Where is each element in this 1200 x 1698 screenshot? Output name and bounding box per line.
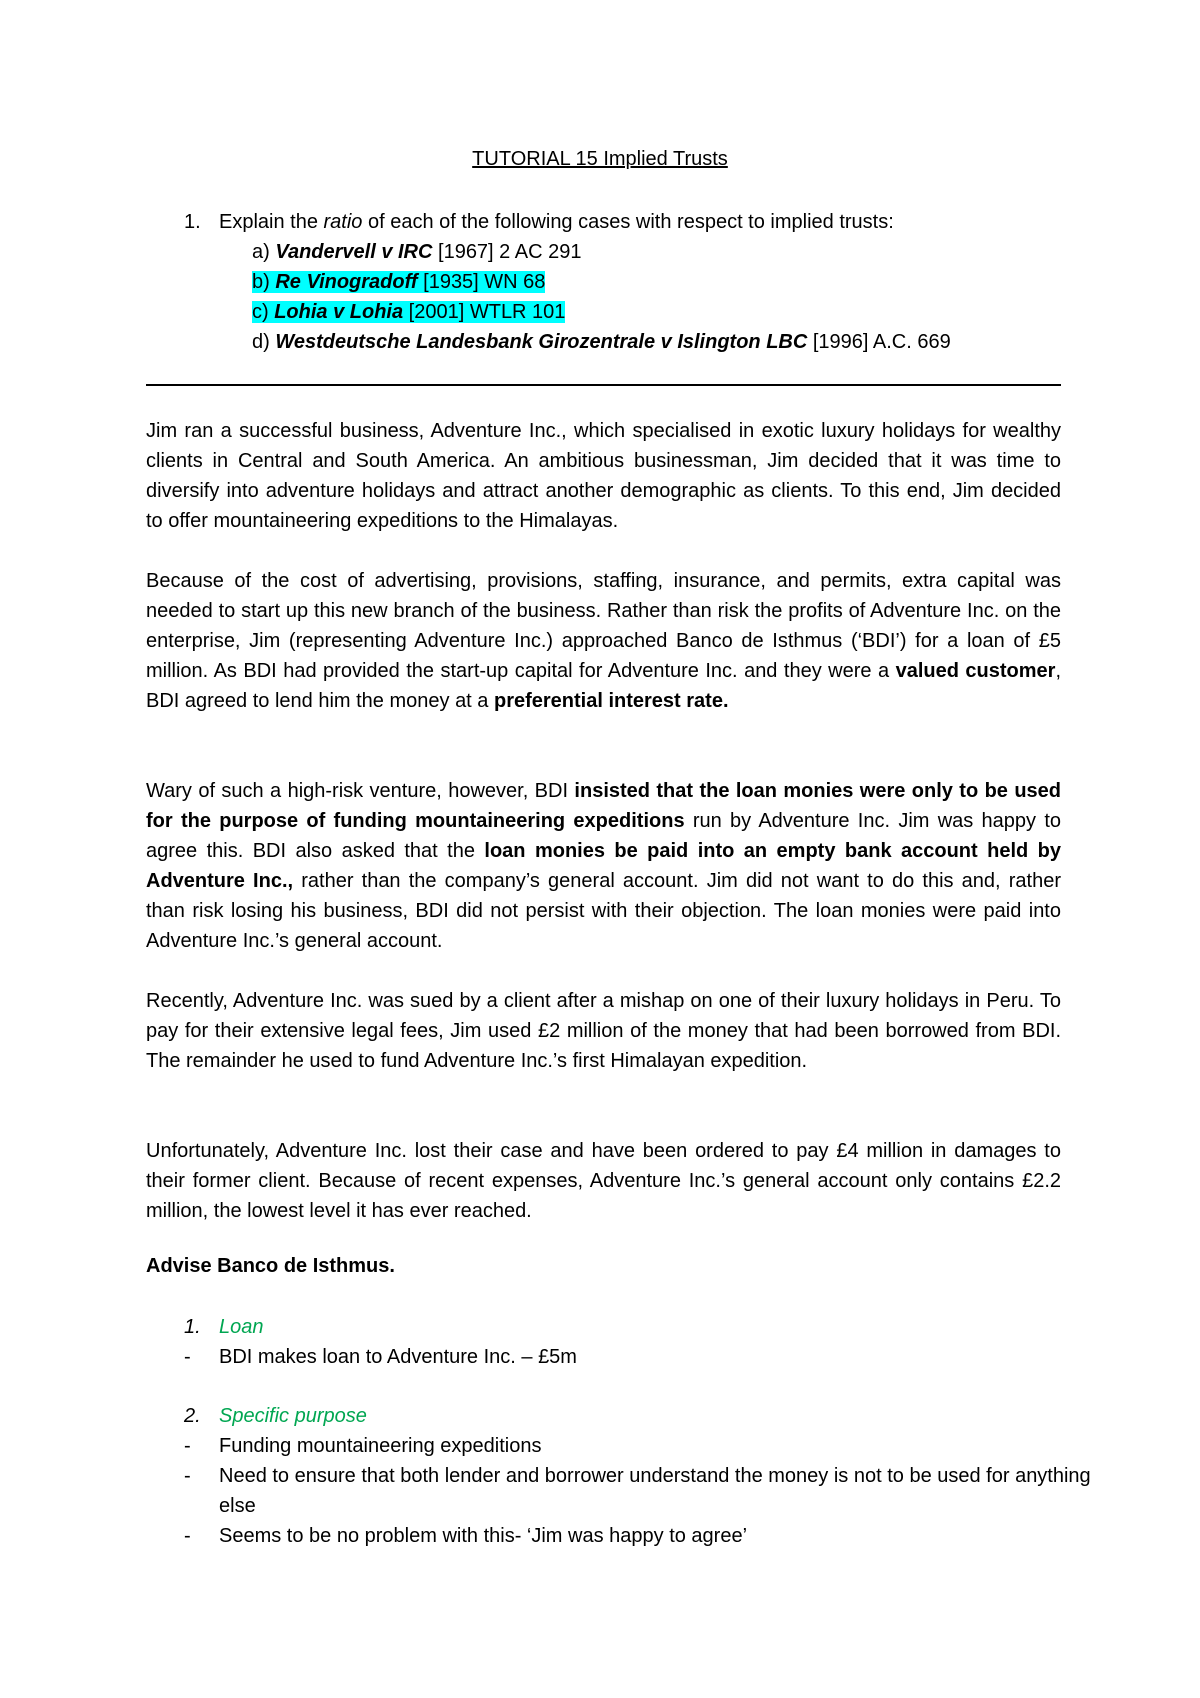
question-number: 1.: [184, 211, 201, 233]
paragraph-intro: Jim ran a successful business, Adventure Inc., which specialised in exotic luxury holidays for wealthy clients in Central and South America. An ambitious businessman, Jim decided that it was time to diversify into adventure holidays and attract another demographic as clients. To this end, Jim decided to offer mountaineering expeditions to the Himalayas.: [146, 420, 1061, 532]
case-item: d) Westdeutsche Landesbank Girozentrale v Islington LBC [1996] A.C. 669: [252, 331, 951, 353]
highlighted-case: b) Re Vinogradoff [1935] WN 68: [252, 271, 546, 293]
paragraph-damages: Unfortunately, Adventure Inc. lost their case and have been ordered to pay £4 million in damages to their former client. Because of recent expenses, Adventure Inc.’s general account only contains £2.2 million, the lowest level it has ever reached.: [146, 1140, 1061, 1222]
question-text: Explain the ratio of each of the following cases with respect to implied trusts:: [219, 211, 894, 233]
advise-heading: Advise Banco de Isthmus.: [146, 1255, 395, 1277]
highlighted-case: c) Lohia v Lohia [2001] WTLR 101: [252, 301, 566, 323]
case-item: [252, 267, 951, 297]
divider: [146, 384, 1061, 386]
paragraph-loan: Because of the cost of advertising, provisions, staffing, insurance, and permits, extra capital was needed to start up this new branch of the business. Rather than risk the profits of Adventure Inc. on the enterprise, Jim (representing Adventure Inc.) approached Banco de Isthmus (‘BDI’) for a loan of £5 million. As BDI had provided the start-up capital for Adventure Inc. and they were a valued customer, BDI agreed to lend him the money at a preferential interest rate.: [146, 570, 1061, 712]
page-title: TUTORIAL 15 Implied Trusts: [472, 148, 728, 170]
case-item: [252, 297, 951, 327]
document-page: TUTORIAL 15 Implied Trusts 1. Explain the ratio of each of the following cases with respect to implied trusts: a) Vandervell v IRC [1967] 2 AC 291 b) Re Vinogradoff [1935] WN 68 c) Lohia v Lohia [2001] WTLR 101 d) Westdeutsche Landesbank Girozentrale v Islington LBC [1996] A.C. 669 Jim ran a successful business, Adventure Inc., which specialised in exotic luxury holidays for wealthy clients in Central and South America. An ambitious businessman, Jim decided that it was time to diversify into adventure holidays and attract another demographic as clients. To this end, Jim decided to offer mountaineering expeditions to the Himalayas. Because of the cost of advertising, provisions, staffing, insurance, and permits, extra capital was needed to start up this new branch of the business. Rather than risk the profits of Adventure Inc. on the enterprise, Jim (representing Adventure Inc.) approached Banco de Isthmus (‘BDI’) for a loan of £5 million. As BDI had provided the start-up capital for Adventure Inc. and they were a valued customer, BDI agreed to lend him the money at a preferential interest rate. Wary of such a high-risk venture, however, BDI insisted that the loan monies were only to be used for the purpose of funding mountaineering expeditions run by Adventure Inc. Jim was happy to agree this. BDI also asked that the loan monies be paid into an empty bank account held by Adventure Inc., rather than the company’s general account. Jim did not want to do this and, rather than risk losing his business, BDI did not persist with their objection. The loan monies were paid into Adventure Inc.’s general account. Recently, Adventure Inc. was sued by a client after a mishap on one of their luxury holidays in Peru. To pay for their extensive legal fees, Jim used £2 million of the money that had been borrowed from BDI. The remainder he used to fund Adventure Inc.’s first Himalayan expedition. Unfortunately, Adventure Inc. lost their case and have been ordered to pay £4 million in damages to their former client. Because of recent expenses, Adventure Inc.’s general account only contains £2.2 million, the lowest level it has ever reached. Advise Banco de Isthmus. 1. Loan - BDI makes loan to Adventure Inc. – £5m 2. Specific purpose - Funding mountaineering expeditions - Need to ensure that both lender and borrower understand the money is not to be used for anything else - Seems to be no problem with this- ‘Jim was happy to agree’: [0, 0, 1200, 1698]
paragraph-purpose: Wary of such a high-risk venture, however, BDI insisted that the loan monies were only to be used for the purpose of funding mountaineering expeditions run by Adventure Inc. Jim was happy to agree this. BDI also asked that the loan monies be paid into an empty bank account held by Adventure Inc., rather than the company’s general account. Jim did not want to do this and, rather than risk losing his business, BDI did not persist with their objection. The loan monies were paid into Adventure Inc.’s general account.: [146, 780, 1062, 952]
paragraph-lawsuit: Recently, Adventure Inc. was sued by a client after a mishap on one of their luxury holidays in Peru. To pay for their extensive legal fees, Jim used £2 million of the money that had been borrowed from BDI. The remainder he used to fund Adventure Inc.’s first Himalayan expedition.: [146, 990, 1061, 1072]
case-list: [252, 237, 951, 357]
case-item: a) Vandervell v IRC [1967] 2 AC 291: [252, 241, 582, 263]
